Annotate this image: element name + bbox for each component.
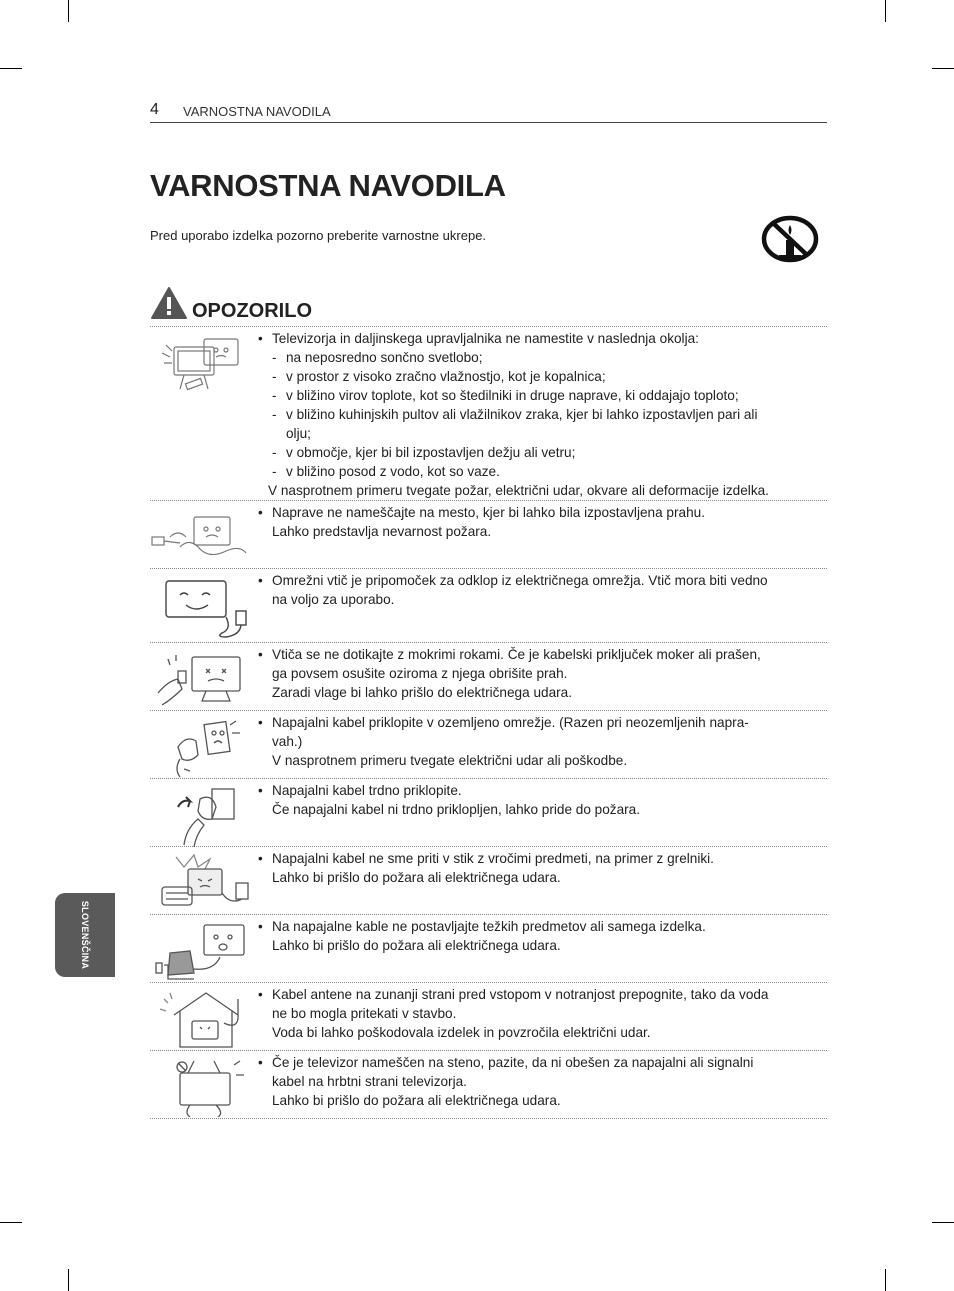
consequence-text: ne bo mogla pritekati v stavbo.	[272, 1006, 457, 1021]
crop-mark	[885, 1269, 886, 1291]
list-item	[150, 1051, 827, 1119]
list-item	[150, 643, 827, 711]
sub-item: - v bližino kuhinjskih pultov ali vlažilnikov zraka, kjer bi lahko izpostavljen pari ali	[272, 405, 819, 424]
consequence-text: Voda bi lahko poškodovala izdelek in povzročila električni udar.	[272, 1025, 651, 1040]
dust-illustration-icon	[150, 507, 258, 563]
no-candle-icon	[761, 215, 819, 263]
sub-item-continuation: olju;	[286, 426, 311, 441]
list-item	[150, 327, 827, 501]
language-tab	[55, 893, 115, 977]
sub-item: - v bližino posod z vodo, kot so vaze.	[272, 462, 819, 481]
consequence-text: na voljo za uporabo.	[272, 592, 395, 607]
page-title: VARNOSTNA NAVODILA	[150, 168, 506, 203]
warning-bullet: • Na napajalne kable ne postavljajte težkih predmetov ali samega izdelka.	[272, 917, 819, 936]
heavy-object-cable-illustration-icon	[154, 921, 254, 983]
list-item	[150, 569, 827, 643]
warning-bullet: • Kabel antene na zunanji strani pred vstopom v notranjost prepognite, tako da voda	[272, 985, 819, 1004]
consequence-text: kabel na hrbtni strani televizorja.	[272, 1074, 467, 1089]
antenna-cable-illustration-icon	[154, 989, 254, 1051]
consequence-text: Lahko bi prišlo do požara ali električnega udara.	[272, 870, 561, 885]
tv-plug-illustration-icon	[152, 575, 256, 639]
crop-mark	[68, 1269, 69, 1291]
plug-in-firmly-illustration-icon	[154, 785, 254, 847]
warning-triangle-icon	[150, 286, 188, 320]
warning-bullet: • Napajalni kabel priklopite v ozemljeno omrežje. (Razen pri neozemljenih napra-	[272, 713, 819, 732]
crop-mark	[932, 68, 954, 69]
crop-mark	[932, 1222, 954, 1223]
running-title: VARNOSTNA NAVODILA	[183, 104, 331, 119]
language-tab-label: SLOVENŠČINA	[80, 900, 90, 970]
warning-bullet: • Omrežni vtič je pripomoček za odklop iz električnega omrežja. Vtič mora biti vedno	[272, 571, 819, 590]
grounded-outlet-illustration-icon	[154, 717, 254, 779]
consequence-text: V nasprotnem primeru tvegate električni udar ali poškodbe.	[272, 753, 628, 768]
intro-text: Pred uporabo izdelka pozorno preberite varnostne ukrepe.	[150, 228, 487, 243]
consequence-text: vah.)	[272, 734, 303, 749]
warning-bullet: • Naprave ne nameščajte na mesto, kjer bi lahko bila izpostavljena prahu.	[272, 503, 819, 522]
page-header	[150, 101, 827, 123]
list-item	[150, 847, 827, 915]
consequence-text: Zaradi vlage bi lahko prišlo do električnega udara.	[272, 685, 572, 700]
consequence-text: ga povsem osušite oziroma z njega obrišite prah.	[272, 666, 568, 681]
list-item	[150, 711, 827, 779]
warning-label: OPOZORILO	[192, 300, 312, 322]
list-item	[150, 915, 827, 983]
sub-item: - v prostor z visoko zračno vlažnostjo, kot je kopalnica;	[272, 367, 819, 386]
warning-bullet: • Vtiča se ne dotikajte z mokrimi rokami. Če je kabelski priključek moker ali prašen,	[272, 645, 819, 664]
list-item	[150, 983, 827, 1051]
tv-environment-illustration-icon	[154, 333, 254, 397]
warning-bullet: • Če je televizor nameščen na steno, pazite, da ni obešen za napajalni ali signalni	[272, 1053, 819, 1072]
warning-bullet: • Televizorja in daljinskega upravljalnika ne namestite v naslednja okolja:	[272, 329, 819, 348]
list-item	[150, 501, 827, 569]
warning-list	[150, 326, 827, 1119]
sub-item: - v bližino virov toplote, kot so štedilniki in druge naprave, ki oddajajo toploto;	[272, 386, 819, 405]
heater-cable-illustration-icon	[154, 853, 254, 913]
wall-mount-cable-illustration-icon	[154, 1057, 254, 1117]
warning-bullet: • Napajalni kabel ne sme priti v stik z vročimi predmeti, na primer z grelniki.	[272, 849, 819, 868]
crop-mark	[885, 0, 886, 22]
crop-mark	[0, 1222, 22, 1223]
consequence-text: Lahko bi prišlo do požara ali električnega udara.	[272, 938, 561, 953]
consequence-text: V nasprotnem primeru tvegate požar, električni udar, okvare ali deformacije izdelka.	[268, 483, 769, 498]
consequence-text: Lahko bi prišlo do požara ali električnega udara.	[272, 1093, 561, 1108]
list-item	[150, 779, 827, 847]
sub-item: - v območje, kjer bi bil izpostavljen dežju ali vetru;	[272, 443, 819, 462]
consequence-text: Lahko predstavlja nevarnost požara.	[272, 524, 492, 539]
warning-bullet: • Napajalni kabel trdno priklopite.	[272, 781, 819, 800]
crop-mark	[68, 0, 69, 22]
consequence-text: Če napajalni kabel ni trdno priklopljen, lahko pride do požara.	[272, 802, 641, 817]
crop-mark	[0, 68, 22, 69]
page-number: 4	[150, 101, 159, 118]
sub-item: - na neposredno sončno svetlobo;	[272, 348, 819, 367]
wet-hands-illustration-icon	[154, 649, 254, 709]
